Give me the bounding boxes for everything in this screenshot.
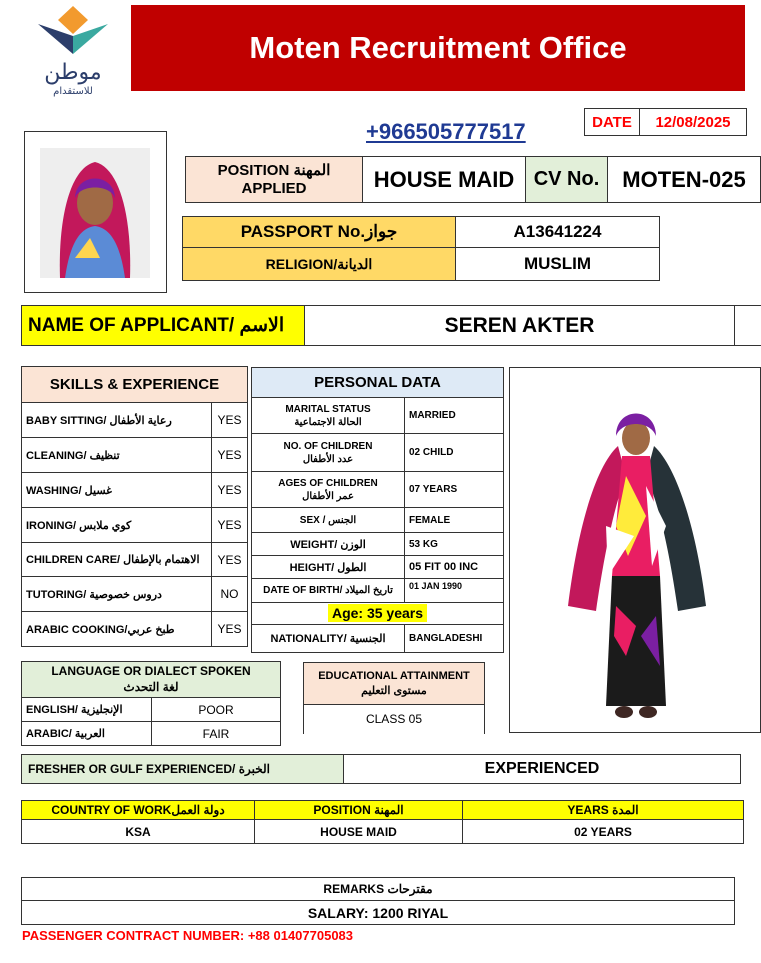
- portrait-photo-icon: [40, 148, 150, 278]
- language-value: FAIR: [152, 722, 281, 746]
- skill-label: CHILDREN CARE/ الاهتمام بالإطفال: [22, 543, 212, 577]
- skill-row: [22, 508, 248, 543]
- skill-value: YES: [212, 438, 248, 473]
- marital-label: [252, 398, 405, 434]
- marital-value: MARRIED: [405, 398, 504, 434]
- height-label: HEIGHT/ الطول: [252, 556, 405, 579]
- children-label: [252, 434, 405, 472]
- skills-table: [21, 366, 248, 647]
- children-label-en: NO. OF CHILDREN: [283, 440, 373, 452]
- work-years: 02 YEARS: [463, 820, 744, 844]
- personal-title: PERSONAL DATA: [252, 368, 504, 398]
- work-history-table: [21, 800, 744, 844]
- ages-label-ar: عمر الأطفال: [302, 490, 354, 502]
- education-value: CLASS 05: [303, 704, 485, 734]
- ages-value: 07 YEARS: [405, 472, 504, 508]
- skill-value: YES: [212, 508, 248, 543]
- religion-label: RELIGION/الديانة: [182, 247, 456, 281]
- work-position-header: POSITION المهنة: [255, 801, 463, 820]
- skill-label: TUTORING/ دروس خصوصية: [22, 577, 212, 612]
- personal-row: [252, 472, 504, 508]
- skill-value: YES: [212, 473, 248, 508]
- work-row: [22, 820, 744, 844]
- dob-value: 01 JAN 1990: [405, 579, 504, 603]
- language-title-en: LANGUAGE OR DIALECT SPOKEN: [51, 663, 251, 678]
- weight-label: WEIGHT/ الوزن: [252, 533, 405, 556]
- personal-row: [252, 508, 504, 533]
- language-table: [21, 661, 281, 746]
- phone-link[interactable]: +966505777517: [366, 119, 526, 144]
- work-years-header: YEARS المدة: [463, 801, 744, 820]
- skill-value: YES: [212, 612, 248, 647]
- cv-value: MOTEN-025: [607, 156, 761, 203]
- experience-value: EXPERIENCED: [343, 754, 741, 784]
- weight-value: 53 KG: [405, 533, 504, 556]
- work-country: KSA: [22, 820, 255, 844]
- header-banner: Moten Recruitment Office: [131, 5, 745, 91]
- logo-mark-icon: [28, 4, 118, 62]
- experience-label: FRESHER OR GULF EXPERIENCED/ الخبرة: [21, 754, 344, 784]
- applicant-name-value: SEREN AKTER: [304, 305, 735, 346]
- language-row: [22, 698, 281, 722]
- skill-row: [22, 612, 248, 647]
- language-title: [22, 662, 281, 698]
- language-label: ENGLISH/ الإنجليزية: [22, 698, 152, 722]
- religion-value: MUSLIM: [455, 247, 660, 281]
- skill-label: BABY SITTING/ رعاية الأطفال: [22, 403, 212, 438]
- nationality-label: NATIONALITY/ الجنسية: [252, 625, 405, 653]
- personal-row: [252, 434, 504, 472]
- skill-label: WASHING/ غسيل: [22, 473, 212, 508]
- education-title: [303, 662, 485, 705]
- position-value: HOUSE MAID: [362, 156, 526, 203]
- children-label-ar: عدد الأطفال: [302, 453, 354, 465]
- applicant-photo-full: [509, 367, 761, 733]
- personal-row: [252, 556, 504, 579]
- language-value: POOR: [152, 698, 281, 722]
- age-cell: [252, 603, 504, 625]
- work-country-header: COUNTRY OF WORKدولة العمل: [22, 801, 255, 820]
- remarks-title: REMARKS مقترحات: [21, 877, 735, 901]
- company-logo: [28, 4, 118, 100]
- date-label: DATE: [584, 108, 640, 136]
- remarks-value: SALARY: 1200 RIYAL: [21, 900, 735, 925]
- personal-row: [252, 625, 504, 653]
- position-label: POSITION المهنة APPLIED: [185, 156, 363, 203]
- applicant-photo-small: [24, 131, 167, 293]
- skill-label: CLEANING/ تنظيف: [22, 438, 212, 473]
- work-position: HOUSE MAID: [255, 820, 463, 844]
- applicant-name-label: NAME OF APPLICANT/ الاسم: [21, 305, 305, 346]
- passport-value: A13641224: [455, 216, 660, 248]
- logo-arabic-sub: للاستقدام: [53, 86, 93, 97]
- skills-title: SKILLS & EXPERIENCE: [22, 367, 248, 403]
- personal-row: [252, 579, 504, 603]
- ages-label: [252, 472, 405, 508]
- education-title-ar: مستوى التعليم: [361, 684, 427, 697]
- skill-value: YES: [212, 403, 248, 438]
- sex-value: FEMALE: [405, 508, 504, 533]
- full-body-photo-icon: [556, 376, 716, 726]
- skill-value: NO: [212, 577, 248, 612]
- skill-value: YES: [212, 543, 248, 577]
- language-title-ar: لغة التحدث: [123, 679, 179, 694]
- contract-number: PASSENGER CONTRACT NUMBER: +88 01407705083: [22, 928, 354, 943]
- children-value: 02 CHILD: [405, 434, 504, 472]
- personal-data-table: [251, 367, 504, 653]
- education-title-en: EDUCATIONAL ATTAINMENT: [318, 670, 470, 683]
- skill-label: IRONING/ كوي ملابس: [22, 508, 212, 543]
- sex-label: SEX / الجنس: [252, 508, 405, 533]
- ages-label-en: AGES OF CHILDREN: [278, 477, 378, 489]
- skill-row: [22, 473, 248, 508]
- personal-row: [252, 398, 504, 434]
- height-value: 05 FIT 00 INC: [405, 556, 504, 579]
- language-row: [22, 722, 281, 746]
- skill-label: ARABIC COOKING/طبخ عربي: [22, 612, 212, 647]
- skill-row: [22, 577, 248, 612]
- dob-label: DATE OF BIRTH/ تاريخ الميلاد: [252, 579, 405, 603]
- personal-row: [252, 533, 504, 556]
- nationality-value: BANGLADESHI: [405, 625, 504, 653]
- skill-row: [22, 403, 248, 438]
- applicant-name-extra-cell: [734, 305, 761, 346]
- date-value: 12/08/2025: [639, 108, 747, 136]
- skill-row: [22, 543, 248, 577]
- cv-label: CV No.: [525, 156, 608, 203]
- language-label: ARABIC/ العربية: [22, 722, 152, 746]
- passport-label: PASSPORT No.جواز: [182, 216, 456, 248]
- age-value: Age: 35 years: [328, 604, 427, 622]
- skill-row: [22, 438, 248, 473]
- marital-label-en: MARITAL STATUS: [285, 403, 371, 415]
- logo-arabic-name: موطن: [44, 60, 102, 85]
- marital-label-ar: الحالة الاجتماعية: [294, 416, 362, 428]
